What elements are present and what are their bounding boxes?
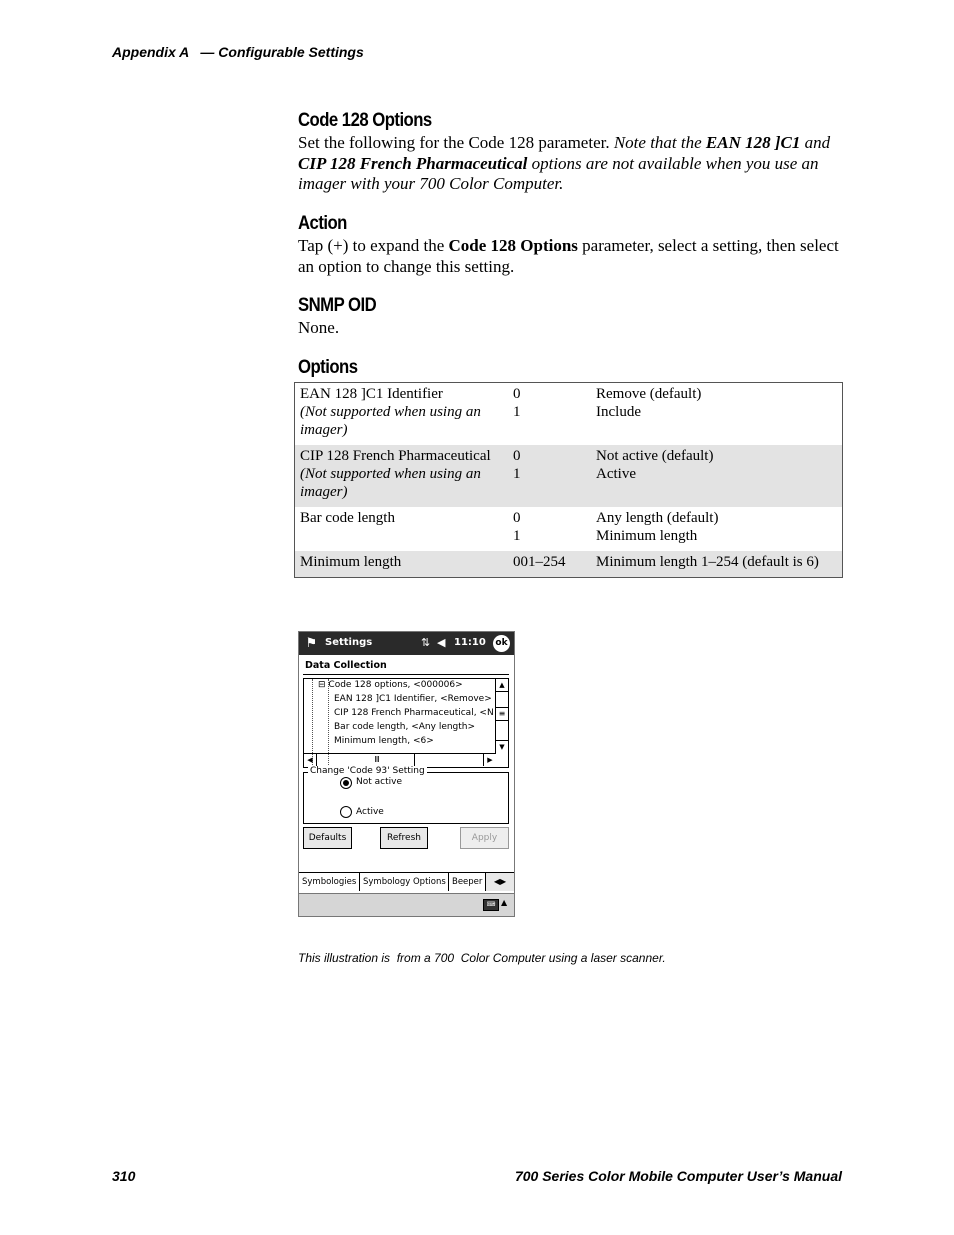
option-description: Any length (default)	[596, 510, 719, 526]
tree-item-label: CIP 128 French Pharmaceutical, <N	[334, 708, 494, 718]
running-head-right: — Configurable Settings	[200, 44, 364, 60]
tab-symbologies[interactable]: Symbologies	[299, 873, 360, 891]
clock-time[interactable]: 11:10	[454, 637, 486, 648]
option-desc-cell	[591, 507, 843, 551]
defaults-button[interactable]: Defaults	[303, 827, 352, 849]
ok-button[interactable]: ok	[493, 635, 510, 652]
tree-item-label: Code 128 options, <000006>	[328, 680, 463, 690]
manual-title: 700 Series Color Mobile Computer User’s Manual	[514, 1168, 842, 1184]
radio-not-active[interactable]	[340, 777, 352, 789]
option-value: 0	[513, 386, 521, 402]
option-value-cell	[508, 551, 591, 578]
page-number: 310	[112, 1168, 136, 1184]
menu-bar	[299, 893, 514, 917]
table-row	[295, 551, 843, 578]
options-heading: Options	[298, 357, 358, 378]
scroll-thumb[interactable]: ≡	[496, 707, 508, 721]
option-desc-cell	[591, 383, 843, 446]
intro-italic-1: Note that the	[613, 133, 706, 152]
table-row	[295, 507, 843, 551]
option-description: Not active (default)	[596, 448, 714, 464]
divider	[303, 674, 509, 675]
tree-item[interactable]	[334, 694, 492, 704]
radio-active[interactable]	[340, 806, 352, 818]
option-value: 001–254	[513, 554, 566, 570]
keyboard-icon[interactable]: ⌨	[483, 899, 499, 911]
page-title: Data Collection	[305, 660, 387, 671]
option-desc-cell	[591, 551, 843, 578]
title-bar	[299, 632, 514, 655]
option-description: Include	[596, 404, 641, 420]
refresh-button[interactable]: Refresh	[380, 827, 428, 849]
option-desc-cell	[591, 445, 843, 507]
option-description: Minimum length	[596, 528, 698, 544]
snmp-value: None.	[298, 318, 340, 337]
table-row	[295, 445, 843, 507]
action-section	[298, 213, 843, 277]
tab-strip	[299, 872, 514, 892]
tree-item[interactable]	[318, 680, 463, 690]
running-head-left: Appendix A	[112, 44, 189, 60]
option-description: Remove (default)	[596, 386, 702, 402]
apply-button[interactable]: Apply	[460, 827, 509, 849]
intro-bold-2: CIP 128 French Pharmaceutical	[298, 153, 528, 173]
snmp-heading: SNMP OID	[298, 295, 377, 316]
tree-item[interactable]	[334, 736, 434, 746]
option-note: (Not supported when using an imager)	[300, 466, 481, 500]
code128-section	[298, 110, 843, 195]
figure-caption: This illustration is from a 700 Color Computer using a laser scanner.	[298, 951, 666, 965]
running-head	[112, 44, 364, 60]
settings-tree[interactable]	[303, 678, 509, 768]
tree-item[interactable]	[334, 708, 494, 718]
collapse-icon[interactable]: ⊟	[318, 680, 326, 690]
option-name: EAN 128 ]C1 Identifier	[300, 386, 443, 402]
option-value-cell	[508, 445, 591, 507]
option-value: 0	[513, 448, 521, 464]
group-legend: Change 'Code 93' Setting	[310, 766, 425, 776]
radio-label: Not active	[356, 777, 402, 787]
tab-symbology-options[interactable]: Symbology Options	[360, 873, 449, 891]
tab-beeper[interactable]: Beeper	[449, 873, 486, 891]
chevron-up-icon[interactable]: ▲	[501, 898, 508, 907]
tab-scroll-arrows-icon[interactable]: ◀▶	[485, 873, 514, 891]
option-name-cell	[295, 551, 509, 578]
option-name: Bar code length	[300, 510, 395, 526]
section-intro	[298, 133, 843, 195]
option-description: Active	[596, 466, 636, 482]
tree-item-label: Minimum length, <6>	[334, 736, 434, 746]
tree-item-label: EAN 128 ]C1 Identifier, <Remove>	[334, 694, 492, 704]
scroll-thumb[interactable]: Ⅲ	[340, 754, 415, 766]
option-value: 0	[513, 510, 521, 526]
connectivity-arrows-icon[interactable]: ⇅	[421, 636, 431, 649]
action-text-bold: Code 128 Options	[448, 236, 578, 255]
option-value-cell	[508, 507, 591, 551]
action-text-1: Tap (+) to expand the	[298, 236, 449, 255]
option-name-cell	[295, 507, 509, 551]
option-name: Minimum length	[300, 554, 402, 570]
windows-flag-icon[interactable]: ⚑	[305, 636, 318, 651]
change-setting-group	[303, 766, 509, 824]
scroll-left-icon[interactable]: ◀	[304, 754, 317, 766]
snmp-section	[298, 295, 387, 339]
option-note: (Not supported when using an imager)	[300, 404, 481, 438]
speaker-icon[interactable]: ◀	[437, 636, 446, 649]
intro-bold-1: EAN 128 ]C1	[705, 133, 801, 152]
action-heading: Action	[298, 213, 347, 234]
action-text	[298, 236, 843, 277]
app-title: Settings	[325, 637, 373, 648]
option-name-cell	[295, 383, 509, 446]
tree-item[interactable]	[334, 722, 475, 732]
tree-item-label: Bar code length, <Any length>	[334, 722, 476, 732]
horizontal-scrollbar[interactable]	[304, 753, 496, 766]
option-name-cell	[295, 445, 509, 507]
option-value: 1	[513, 466, 521, 482]
option-value: 1	[513, 528, 521, 544]
radio-label: Active	[356, 807, 384, 817]
scroll-up-icon[interactable]: ▲	[496, 679, 508, 692]
intro-plain: Set the following for the Code 128 parameter.	[298, 133, 614, 152]
action-text-2: parameter, select a setting, then select an option to change this setting.	[298, 236, 839, 276]
section-title: Code 128 Options	[298, 110, 432, 131]
option-value: 1	[513, 404, 521, 420]
device-screenshot	[298, 631, 515, 917]
options-section	[298, 357, 366, 379]
options-table	[294, 382, 843, 578]
scroll-right-icon[interactable]: ▶	[483, 754, 496, 766]
scroll-down-icon[interactable]: ▼	[496, 740, 508, 753]
intro-italic-3: options are not available when you use an imager with your 700 Color Computer.	[298, 153, 819, 193]
table-row	[295, 383, 843, 446]
option-description: Minimum length 1–254 (default is 6)	[596, 554, 819, 570]
option-name: CIP 128 French Pharmaceutical	[300, 448, 491, 464]
intro-italic-2: and	[800, 133, 831, 152]
option-value-cell	[508, 383, 591, 446]
vertical-scrollbar[interactable]	[495, 679, 508, 753]
